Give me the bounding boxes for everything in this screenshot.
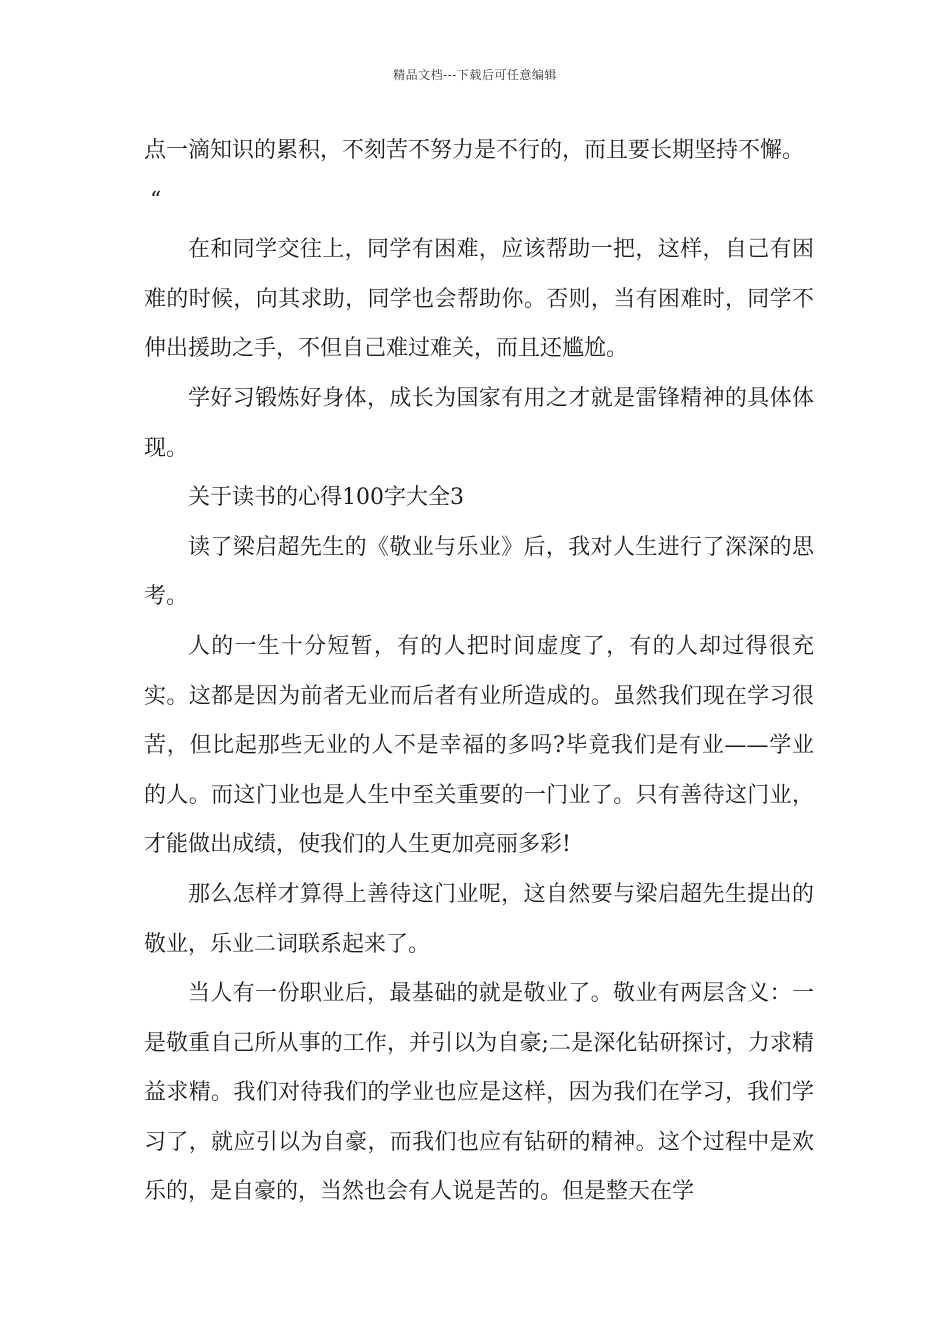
quote-mark: “	[150, 187, 162, 213]
document-body	[144, 126, 814, 1217]
paragraph: 在和同学交往上，同学有困难，应该帮助一把，这样，自己有困难的时候，向其求助，同学也会帮助你。否则，当有困难时，同学不伸出援助之手，不但自己难过难关，而且还尴尬。	[144, 237, 814, 362]
paragraph: 当人有一份职业后，最基础的就是敬业了。敬业有两层含义：一是敬重自己所从事的工作，并引以为自豪;二是深化钻研探讨，力求精益求精。我们对待我们的学业也应是这样，因为我们在学习，我们学习了，就应引以为自豪，而我们也应有钻研的精神。这个过程中是欢乐的，是自豪的，当然也会有人说是苦的。但是整天在学	[144, 981, 814, 1205]
section-heading: 关于读书的心得100字大全3	[188, 485, 464, 511]
paragraph: 那么怎样才算得上善待这门业呢，这自然要与梁启超先生提出的敬业，乐业二词联系起来了。	[144, 881, 814, 957]
page-header: 精品文档---下载后可任意编辑	[393, 68, 557, 82]
paragraph: 人的一生十分短暂，有的人把时间虚度了，有的人却过得很充实。这都是因为前者无业而后者有业所造成的。虽然我们现在学习很苦，但比起那些无业的人不是幸福的多吗?毕竟我们是有业——学业的人。而这门业也是人生中至关重要的一门业了。只有善待这门业，才能做出成绩，使我们的人生更加亮丽多彩!	[144, 633, 814, 858]
paragraph: 读了梁启超先生的《敬业与乐业》后，我对人生进行了深深的思考。	[144, 534, 814, 610]
paragraph: 学好习锻炼好身体，成长为国家有用之才就是雷锋精神的具体体现。	[144, 385, 814, 461]
paragraph: 点一滴知识的累积，不刻苦不努力是不行的，而且要长期坚持不懈。	[144, 138, 805, 163]
